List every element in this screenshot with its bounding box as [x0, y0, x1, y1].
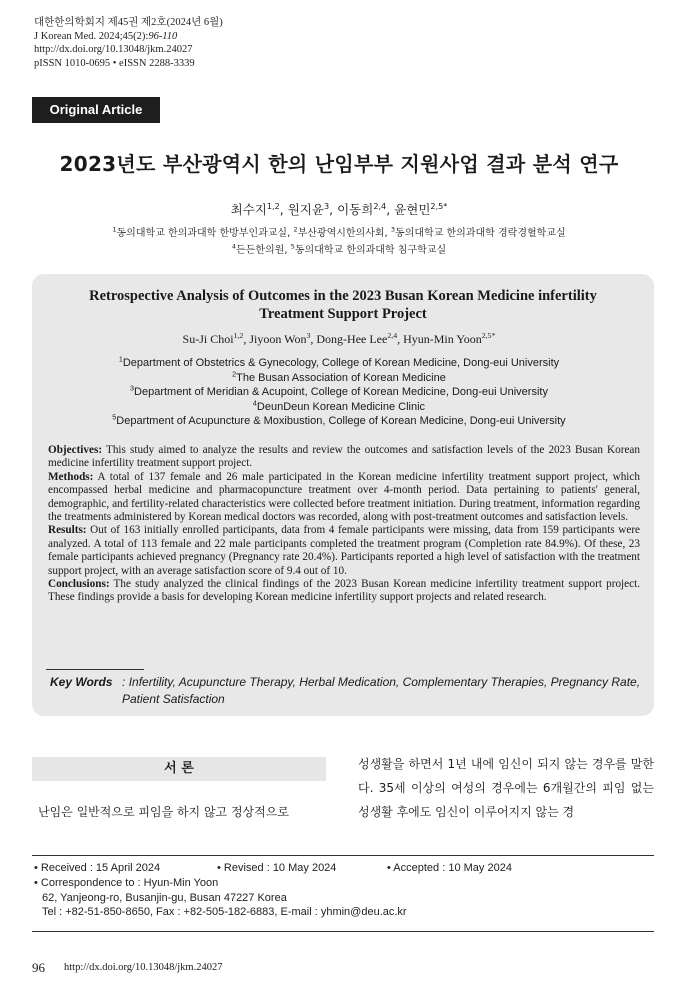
correspondence-contact: Tel : +82-51-850-8650, Fax : +82-505-182-6883, E-mail : yhmin@deu.ac.kr [42, 906, 407, 919]
title-korean: 2023년도 부산광역시 한의 난임부부 지원사업 결과 분석 연구 [59, 152, 619, 176]
superscript: 1,2 [266, 200, 280, 211]
superscript: 4 [231, 242, 237, 251]
abstract-results [48, 524, 640, 578]
superscript: 3 [306, 331, 311, 340]
superscript: 2,5* [481, 331, 496, 340]
affiliation-english: $^3$Department of Meridian & Acupoint, College of Korean Medicine, Dong-eui University [130, 384, 548, 399]
abstract-conclusions [48, 578, 640, 605]
superscript: 3 [390, 225, 396, 234]
superscript: 1 [118, 355, 123, 364]
keywords-label: Key Words [50, 675, 113, 689]
affiliation: 동의대학교 한의과대학 침구학교실 [294, 245, 447, 256]
dates-row [34, 861, 512, 876]
revised-date: • Revised : 10 May 2024 [217, 862, 337, 874]
keywords-rule [46, 669, 144, 670]
conclusions-text: The study analyzed the clinical findings of the 2023 Busan Korean medicine infertility treatment support project. These findings provide a basis for developing Korean medicine infertility support projects and related research. [48, 578, 640, 604]
journal-meta [34, 16, 223, 70]
results-label: Results: [48, 524, 87, 537]
affiliation-english: $^1$Department of Obstetrics & Gynecology, College of Korean Medicine, Dong-eui University [118, 355, 560, 369]
footnote-rule-bottom [32, 931, 654, 932]
footnote-rule-top [32, 855, 654, 856]
superscript: 2,4 [373, 200, 387, 211]
author-name: 이동희 [337, 202, 374, 217]
keywords-separator: : [122, 675, 126, 689]
correspondence-address: 62, Yanjeong-ro, Busanjin-gu, Busan 47227 Korea [42, 891, 287, 904]
superscript: 3 [130, 384, 135, 393]
superscript: 1 [112, 225, 117, 234]
affiliations-korean-line-1 [0, 224, 678, 239]
superscript: 2,4 [387, 331, 398, 340]
title-english: Retrospective Analysis of Outcomes in the 2023 Busan Korean Medicine infertility Treatment Support Project [89, 288, 597, 322]
accepted-date: • Accepted : 10 May 2024 [387, 862, 512, 874]
superscript: 4 [252, 399, 257, 408]
journal-citation: J Korean Med. 2024;45(2):96-110 [34, 30, 178, 42]
superscript: 2 [293, 225, 298, 234]
body-text-left-column: 난임은 일반적으로 피임을 하지 않고 정상적으로 [38, 805, 289, 819]
body-text-right-column: 성생활을 하면서 1년 내에 임신이 되지 않는 경우를 말한다. 35세 이상의 여성의 경우에는 6개월간의 피임 없는 성생활 후에도 임신이 이루어지지 않는 경 [358, 757, 654, 819]
section-heading-introduction: 서 론 [32, 757, 326, 781]
affiliation: 동의대학교 한의과대학 경락경혈학교실 [395, 228, 566, 239]
author-name: Hyun-Min Yoon [403, 332, 482, 346]
abstract-body [48, 444, 640, 605]
affiliations-korean-line-2 [0, 241, 678, 256]
authors-korean: 최수지$^{1,2}$, 원지윤$^3$, 이동희$^{2,4}$, 윤현민$^{2,5*}$ [230, 200, 448, 217]
affiliation-english: $^4$DeunDeun Korean Medicine Clinic [252, 399, 426, 413]
affiliation-english: $^2$The Busan Association of Korean Medicine [232, 369, 446, 384]
footer-doi: http://dx.doi.org/10.13048/jkm.24027 [64, 962, 223, 973]
affiliation: 동의대학교 한의과대학 한방부인과교실, [116, 228, 294, 239]
abstract-objectives [48, 444, 640, 471]
abstract-methods [48, 471, 640, 525]
author-name: Dong-Hee Lee [316, 332, 388, 346]
results-text: Out of 163 initially enrolled participants, data from 4 female participants were missing, data from 159 participants were analyzed. A total of 113 female and 22 male participants completed the treatment program (Completion rate 84.9%). Of these, 23 female participants achieved pregnancy (Pregnancy rate 20.4%). Participants reported a high level of satisfaction with the treatment support project, with an average satisfaction score of 9.4 out of 10. [48, 524, 641, 577]
author-name: 윤현민 [394, 202, 431, 217]
keywords-list [122, 674, 642, 708]
methods-label: Methods: [48, 470, 94, 483]
affiliations-english [0, 356, 678, 429]
authors-english: Su-Ji Choi$^{1,2}$, Jiyoon Won$^3$, Dong-Hee Lee$^{2,4}$, Hyun-Min Yoon$^{2,5*}$ [182, 331, 496, 346]
received-date: • Received : 15 April 2024 [34, 862, 161, 874]
superscript: 1,2 [233, 331, 244, 340]
journal-meta-ko: 대한한의학회지 제45권 제2호(2024년 6월) [34, 17, 223, 28]
author-name: Jiyoon Won [249, 332, 307, 346]
objectives-label: Objectives: [48, 444, 103, 456]
superscript: 5 [112, 413, 117, 422]
conclusions-label: Conclusions: [48, 578, 110, 591]
superscript: 5 [290, 242, 295, 251]
superscript: 3 [323, 200, 330, 211]
objectives-text: This study aimed to analyze the results and review the outcomes and satisfaction levels of the 2023 Busan Korean medicine infertility treatment support project. [48, 444, 640, 470]
keywords-text: Infertility, Acupuncture Therapy, Herbal Medication, Complementary Therapies, Pregnancy Rate, Patient Satisfaction [122, 675, 641, 706]
correspondence: • Correspondence to : Hyun-Min Yoon [34, 876, 219, 889]
journal-doi: http://dx.doi.org/10.13048/jkm.24027 [34, 44, 193, 56]
page-number: 96 [32, 960, 45, 975]
author-name: 원지윤 [287, 202, 324, 217]
affiliation: 든든한의원, [236, 245, 291, 256]
journal-issn: pISSN 1010-0695 • eISSN 2288-3339 [34, 57, 195, 69]
affiliation-english: $^5$Department of Acupuncture & Moxibustion, College of Korean Medicine, Dong-eui University [112, 413, 566, 428]
footnotes [34, 861, 512, 920]
methods-text: A total of 137 female and 26 male participated in the Korean medicine infertility treatment support project, which encompassed herbal medicine and pharmacopuncture treatment over 4-month period. Data pertaining to patients' general, demographic, and fertility-related characteristics were collected before treatment initiation. During treatment, information regarding the treatments administered by Korean medical doctors was recorded, along with post-treatment outcomes and satisfaction levels. [48, 470, 640, 524]
affiliation: 부산광역시한의사회, [297, 228, 391, 239]
superscript: 2 [232, 369, 237, 378]
author-name: 최수지 [230, 202, 267, 217]
author-name: Su-Ji Choi [182, 332, 234, 346]
superscript: 2,5* [430, 200, 448, 211]
article-type-badge: Original Article [32, 97, 160, 123]
